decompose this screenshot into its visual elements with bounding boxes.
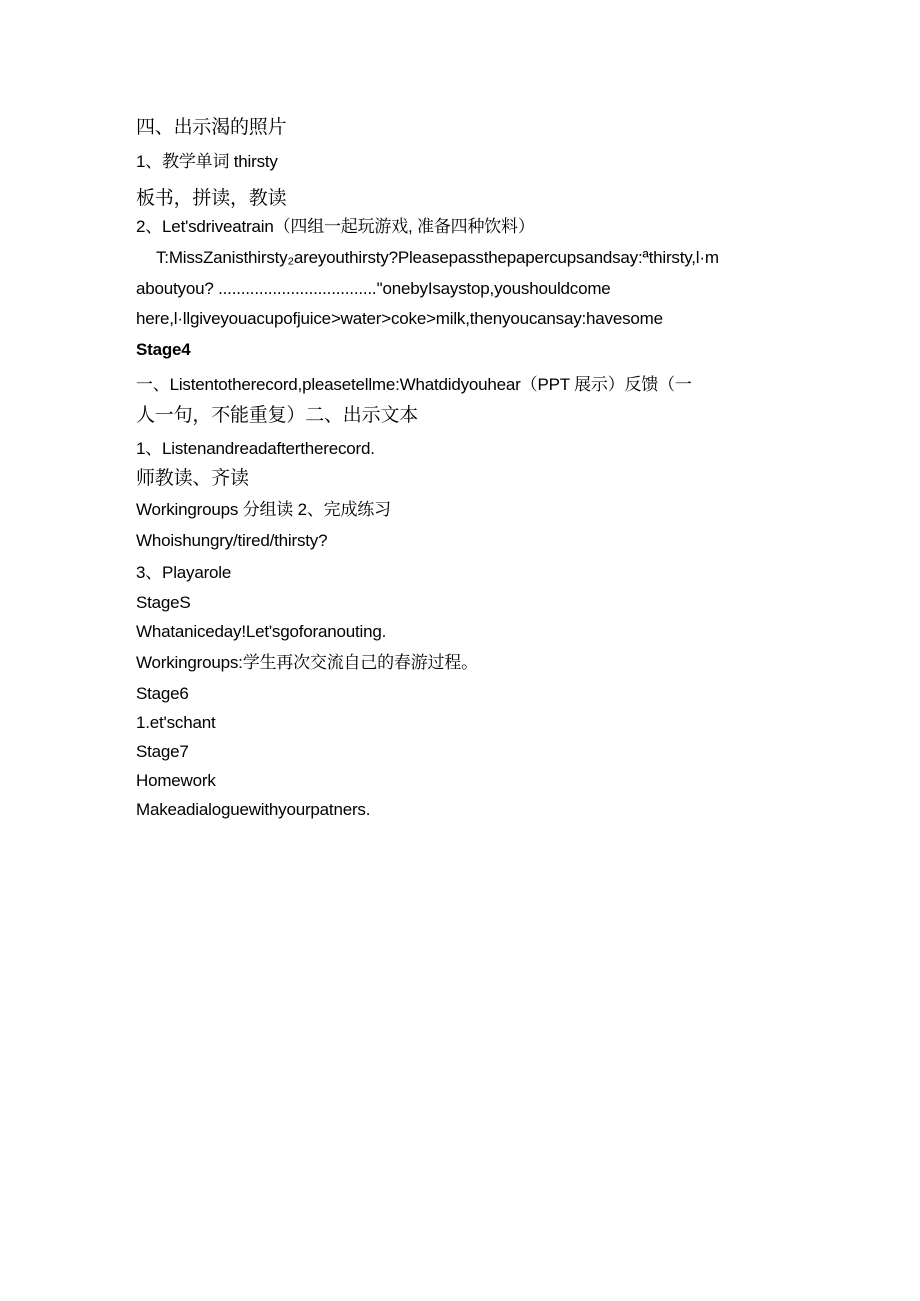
text-working-groups-read: Workingroups 分组读 2、完成练习 <box>136 500 391 519</box>
text-teacher-reads: 师教读、齐读 <box>136 467 249 489</box>
step-teach-word-thirsty: 1、教学单词 thirsty <box>136 152 278 171</box>
stage-6-heading: Stage6 <box>136 684 189 703</box>
text-homework: Homework <box>136 771 216 790</box>
step-drive-a-train: 2、Let'sdriveatrain（四组一起玩游戏, 准备四种饮料） <box>136 217 535 236</box>
stage-5-heading: StageS <box>136 593 191 612</box>
text-blackboard-spell-read: 板书，拼读，教读 <box>136 187 287 209</box>
text-nice-day-outing: Whataniceday!Let'sgoforanouting. <box>136 622 387 641</box>
stage-7-heading: Stage7 <box>136 742 189 761</box>
paragraph-listen-record-line-1: 一、Listentotherecord,pleasetellme:Whatdidyouhear（PPT 展示）反馈（一 <box>136 375 692 394</box>
text-working-groups-exchange: Workingroups:学生再次交流自己的春游过程。 <box>136 653 478 672</box>
stage-4-heading: Stage4 <box>136 340 191 359</box>
text-lets-chant: 1.et'schant <box>136 713 216 732</box>
paragraph-teacher-dialogue-line-1: T:MissZanisthirsty₂areyouthirsty?Pleasepassthepapercupsandsay:ªthirsty,l·m <box>156 248 719 267</box>
paragraph-listen-record-line-2: 人一句，不能重复）二、出示文本 <box>136 404 419 426</box>
section-heading-show-photo: 四、出示渴的照片 <box>136 116 287 138</box>
paragraph-teacher-dialogue-line-2: aboutyou? ...................................''onebyIsaystop,youshouldcome <box>136 279 611 298</box>
step-play-a-role: 3、Playarole <box>136 563 232 582</box>
paragraph-teacher-dialogue-line-3: here,l·llgiveyouacupofjuice>water>coke>milk,thenyoucansay:havesome <box>136 309 663 328</box>
text-make-dialogue: Makeadialoguewithyourpatners. <box>136 800 371 819</box>
text-who-is-hungry: Whoishungry/tired/thirsty? <box>136 531 328 550</box>
step-listen-and-read: 1、Listenandreadaftertherecord. <box>136 439 375 458</box>
